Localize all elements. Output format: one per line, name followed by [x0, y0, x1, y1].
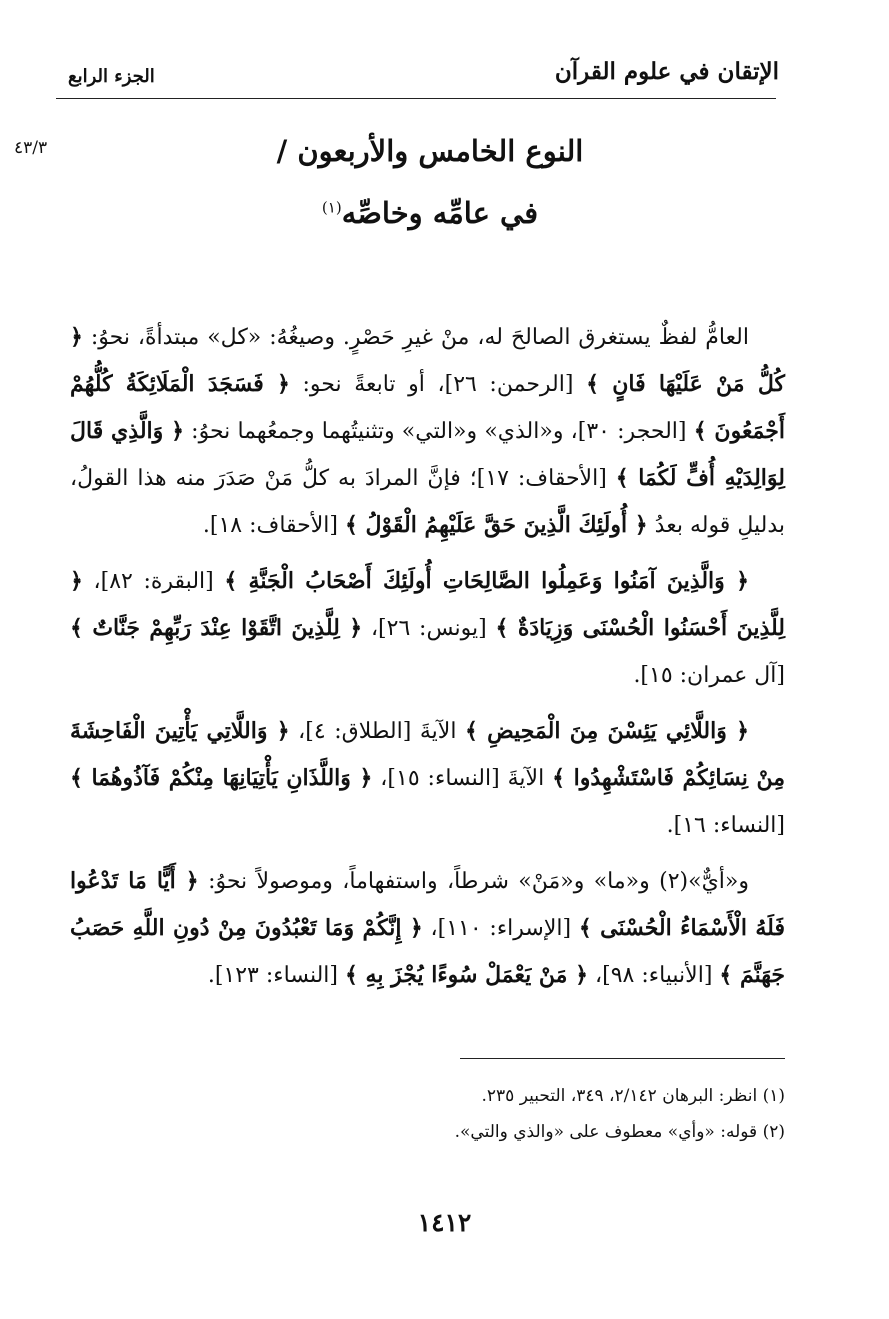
quran-verse: ﴿ أَيًّا مَا تَدْعُوا فَلَهُ الْأَسْمَاءُ الْحُسْنَى ﴾	[70, 868, 785, 941]
header-divider	[56, 98, 776, 99]
quran-verse: ﴿ كُلُّ مَنْ عَلَيْهَا فَانٍ ﴾	[70, 324, 785, 397]
quran-verse: ﴿ لِلَّذِينَ اتَّقَوْا عِنْدَ رَبِّهِمْ جَنَّاتٌ ﴾	[70, 615, 363, 641]
paragraph-text: و«أيٌّ»(٢) و«ما» و«مَنْ» شرطاً، واستفهاماً، وموصولاً نحوُ:	[198, 869, 749, 894]
paragraph-text: [النساء: ١٦].	[666, 813, 785, 838]
paragraph	[70, 558, 785, 699]
paragraph-text: الآيةَ [الطلاق: ٤]،	[289, 719, 466, 744]
page-number: ١٤١٢	[417, 1208, 472, 1237]
footnote-divider	[460, 1058, 785, 1059]
paragraph-text: [الأحقاف: ١٧]؛ فإنَّ المرادَ به كلُّ مَنْ صَدَرَ منه هذا القولُ، بدليلِ قوله بعدُ	[70, 466, 785, 538]
quran-verse: ﴿ وَالَّذِي قَالَ لِوَالِدَيْهِ أُفٍّ لَكُمَا ﴾	[70, 418, 785, 491]
paragraph-text: [الرحمن: ٢٦]، أو تابعةً نحو:	[289, 372, 587, 397]
quran-verse: ﴿ أُولَئِكَ الَّذِينَ حَقَّ عَلَيْهِمُ الْقَوْلُ ﴾	[345, 512, 648, 538]
quran-verse: ﴿ وَاللَّائِي يَئِسْنَ مِنَ الْمَحِيضِ ﴾	[465, 718, 749, 744]
quran-verse: ﴿ إِنَّكُمْ وَمَا تَعْبُدُونَ مِنْ دُونِ اللَّهِ حَصَبُ جَهَنَّمَ ﴾	[70, 915, 785, 988]
paragraph	[70, 708, 785, 849]
section-subtitle-text: في عامِّه وخاصِّه	[341, 196, 539, 230]
paragraph-text: [الحجر: ٣٠]، و«الذي» و«التي» وتثنيتُهما وجمعُهما نحوُ:	[184, 419, 694, 444]
quran-verse: ﴿ وَاللَّاتِي يَأْتِينَ الْفَاحِشَةَ مِنْ نِسَائِكُمْ فَاسْتَشْهِدُوا ﴾	[70, 718, 785, 791]
paragraph	[70, 314, 785, 549]
paragraph-text: [الأحقاف: ١٨].	[202, 513, 345, 538]
book-title: الإتقان في علوم القرآن	[554, 58, 779, 85]
quran-verse: ﴿ لِلَّذِينَ أَحْسَنُوا الْحُسْنَى وَزِيَادَةٌ ﴾	[70, 568, 786, 641]
paragraph-text: [آل عمران: ١٥].	[633, 663, 785, 688]
section-title-text: النوع الخامس والأربعون	[297, 134, 584, 168]
paragraph-text: [الأنبياء: ٩٨]،	[588, 963, 720, 988]
quran-verse: ﴿ وَاللَّذَانِ يَأْتِيَانِهَا مِنْكُمْ فَآذُوهُمَا ﴾	[70, 765, 373, 791]
footnote-marker: (١)	[321, 198, 342, 217]
paragraph-text: الآيةَ [النساء: ١٥]،	[372, 766, 553, 791]
footnote-1: (١) انظر: البرهان ٢/١٤٢، ٣٤٩، التحبير ٢٣٥.	[481, 1086, 785, 1106]
quran-verse: ﴿ مَنْ يَعْمَلْ سُوءًا يُجْزَ بِهِ ﴾	[344, 962, 588, 988]
paragraph-text: [الإسراء: ١١٠]،	[422, 916, 579, 941]
footnotes	[80, 1078, 785, 1150]
body-text	[70, 314, 785, 999]
paragraph-text: العامُّ لفظٌ يستغرق الصالحَ له، منْ غيرِ حَصْرٍ. وصيغُهُ: «كل» مبتدأةً، نحوُ:	[82, 325, 749, 350]
section-marker: /	[276, 134, 288, 168]
paragraph-text: [البقرة: ٨٢]،	[82, 569, 225, 594]
paragraph-text: [النساء: ١٢٣].	[207, 963, 345, 988]
section-title	[80, 134, 780, 168]
margin-reference: ٤٣/٣	[14, 138, 48, 158]
footnote-2: (٢) قوله: «وأي» معطوف على «والذي والتي».	[454, 1122, 785, 1142]
volume-label: الجزء الرابع	[68, 66, 155, 87]
section-subtitle	[80, 196, 780, 230]
paragraph	[70, 858, 785, 999]
quran-verse: ﴿ فَسَجَدَ الْمَلَائِكَةُ كُلُّهُمْ أَجْمَعُونَ ﴾	[70, 371, 785, 444]
paragraph-text: [يونس: ٢٦]،	[362, 616, 496, 641]
quran-verse: ﴿ وَالَّذِينَ آمَنُوا وَعَمِلُوا الصَّالِحَاتِ أُولَئِكَ أَصْحَابُ الْجَنَّةِ ﴾	[224, 568, 749, 594]
